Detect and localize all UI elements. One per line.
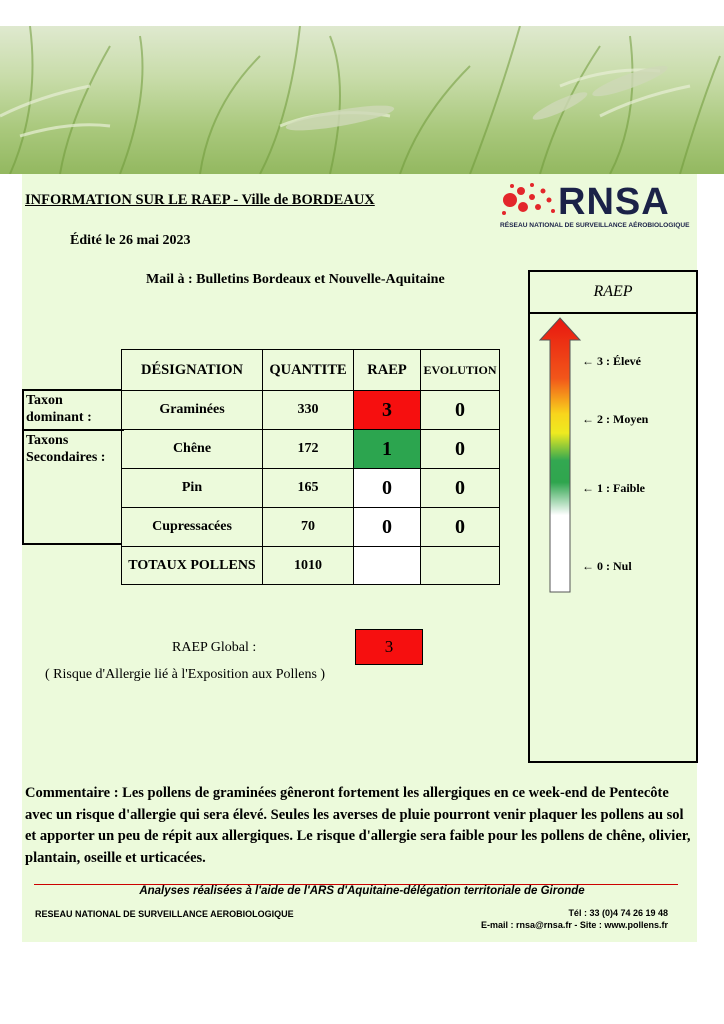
table-total-row bbox=[122, 547, 500, 585]
table-row bbox=[122, 508, 500, 547]
total-evolution-cell bbox=[421, 547, 500, 585]
grass-banner-image bbox=[0, 26, 724, 174]
total-raep-cell bbox=[354, 547, 421, 585]
header-evolution: EVOLUTION bbox=[421, 350, 500, 391]
header-designation: DÉSIGNATION bbox=[122, 350, 263, 391]
gradient-arrow-icon bbox=[538, 316, 582, 596]
row-quantity: 172 bbox=[263, 430, 354, 469]
raep-global-value: 3 bbox=[355, 629, 423, 665]
row-raep: 1 bbox=[354, 430, 421, 469]
rnsa-logo bbox=[498, 180, 696, 232]
header-quantity: QUANTITE bbox=[263, 350, 354, 391]
row-quantity: 165 bbox=[263, 469, 354, 508]
row-name: Chêne bbox=[122, 430, 263, 469]
total-value: 1010 bbox=[263, 547, 354, 585]
taxon-labels bbox=[22, 389, 122, 545]
grass-illustration bbox=[0, 26, 724, 174]
row-evolution: 0 bbox=[421, 391, 500, 430]
table-header-row bbox=[122, 350, 500, 391]
pollen-table bbox=[121, 349, 500, 585]
edition-date: Édité le 26 mai 2023 bbox=[70, 233, 191, 248]
total-label: TOTAUX POLLENS bbox=[122, 547, 263, 585]
row-raep: 0 bbox=[354, 508, 421, 547]
email-site: E-mail : rnsa@rnsa.fr - Site : www.pollens.fr bbox=[481, 920, 668, 930]
row-name: Cupressacées bbox=[122, 508, 263, 547]
contact-block bbox=[481, 907, 668, 931]
logo-text: RNSA bbox=[558, 181, 670, 223]
risk-explanation: ( Risque d'Allergie lié à l'Exposition aux Pollens ) bbox=[45, 667, 326, 682]
row-evolution: 0 bbox=[421, 430, 500, 469]
rnsa-dots-icon bbox=[498, 180, 558, 222]
legend-level-1: ← 1 : Faible bbox=[582, 481, 645, 495]
row-name: Graminées bbox=[122, 391, 263, 430]
row-evolution: 0 bbox=[421, 469, 500, 508]
legend-title: RAEP bbox=[530, 272, 696, 314]
taxon-secondary-label: Taxons Secondaires : bbox=[26, 433, 106, 465]
mail-line: Mail à : Bulletins Bordeaux et Nouvelle-Aquitaine bbox=[146, 272, 445, 287]
row-raep: 3 bbox=[354, 391, 421, 430]
taxon-dominant-label: Taxon dominant : bbox=[26, 393, 92, 425]
network-name: RESEAU NATIONAL DE SURVEILLANCE AEROBIOLOGIQUE bbox=[35, 909, 294, 919]
row-quantity: 70 bbox=[263, 508, 354, 547]
legend-level-3: ← 3 : Élevé bbox=[582, 354, 641, 368]
header-raep: RAEP bbox=[354, 350, 421, 391]
table-row bbox=[122, 430, 500, 469]
page-title: INFORMATION SUR LE RAEP - Ville de BORDEAUX bbox=[25, 192, 375, 208]
legend-level-0: ← 0 : Nul bbox=[582, 559, 632, 573]
logo-subtitle: RÉSEAU NATIONAL DE SURVEILLANCE AÉROBIOLOGIQUE bbox=[500, 222, 690, 229]
comment-text: Commentaire : Les pollens de graminées gêneront fortement les allergiques en ce week-end de Pentecôte avec un risque d'allergie qui sera élevé. Seules les averses de pluie pourront venir plaquer les pollens au sol et apporter un peu de répit aux allergiques. Le risque d'allergie sera faible pour les pollens de chêne, olivier, plantain, oseille et urticacées. bbox=[25, 785, 691, 866]
raep-legend bbox=[528, 270, 698, 763]
taxon-divider bbox=[24, 429, 124, 431]
row-name: Pin bbox=[122, 469, 263, 508]
table-row bbox=[122, 469, 500, 508]
analyses-credit: Analyses réalisées à l'aide de l'ARS d'Aquitaine-délégation territoriale de Gironde bbox=[139, 885, 585, 897]
legend-level-2: ← 2 : Moyen bbox=[582, 412, 649, 426]
row-quantity: 330 bbox=[263, 391, 354, 430]
raep-global-label: RAEP Global : bbox=[172, 640, 257, 655]
telephone: Tél : 33 (0)4 74 26 19 48 bbox=[568, 908, 668, 918]
table-row bbox=[122, 391, 500, 430]
row-raep: 0 bbox=[354, 469, 421, 508]
row-evolution: 0 bbox=[421, 508, 500, 547]
